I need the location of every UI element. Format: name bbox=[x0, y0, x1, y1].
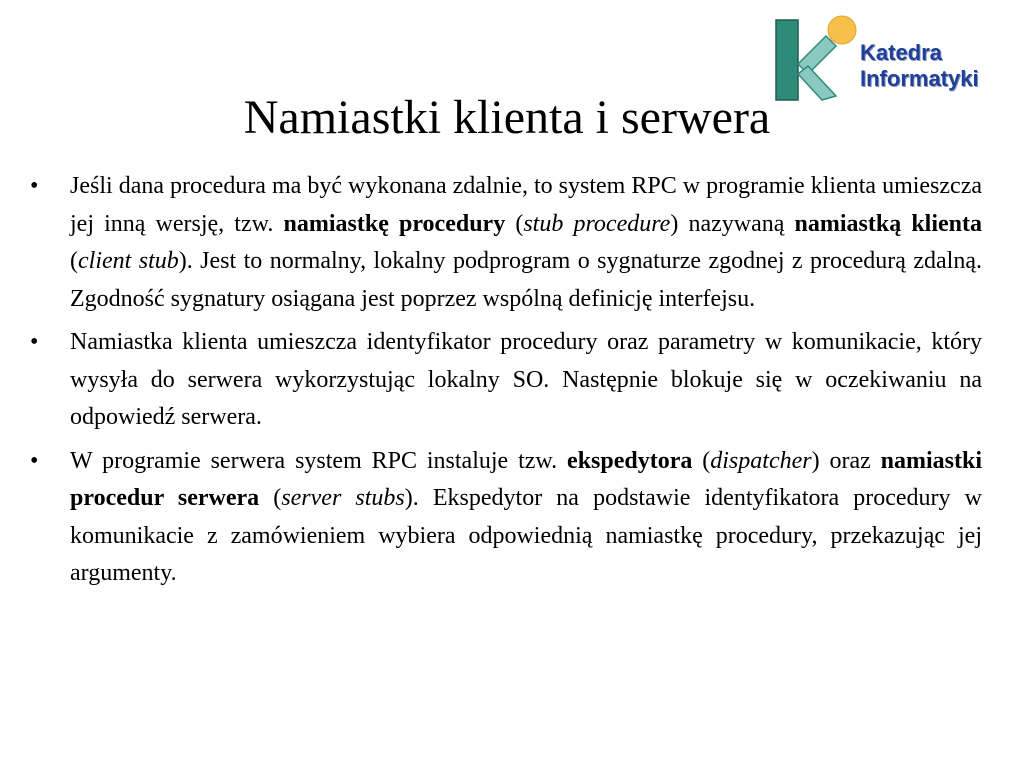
bullet-3-text-4: ( bbox=[259, 485, 282, 511]
bullet-1-text-2: ( bbox=[505, 210, 524, 237]
bullet-3-italic-1: dispatcher bbox=[710, 447, 812, 474]
logo-text bbox=[860, 40, 979, 92]
bullet-1-text-4: ( bbox=[70, 248, 78, 274]
bullet-marker: • bbox=[30, 329, 39, 355]
bullet-3-bold-2: namiastki procedur serwera bbox=[70, 447, 982, 511]
bullet-1-text-3: ) nazywaną bbox=[670, 210, 795, 237]
bullet-marker: • bbox=[30, 447, 39, 474]
logo-line-1: Katedra bbox=[860, 40, 942, 65]
bullet-item-2 bbox=[30, 324, 982, 437]
bullet-item-1 bbox=[30, 168, 982, 318]
bullet-3-text-3: ) oraz bbox=[811, 447, 881, 474]
bullet-1-bold-1: namiastkę procedury bbox=[283, 210, 506, 237]
bullet-1-italic-2: client stub bbox=[78, 248, 179, 274]
bullet-item-3 bbox=[30, 443, 982, 593]
slide-title: Namiastki klienta i serwera bbox=[243, 91, 771, 144]
bullet-list bbox=[30, 168, 982, 599]
bullet-1-text: Jeśli dana procedura ma być wykonana zdalnie, to system RPC w programie klienta umieszcza jej inną wersję, tzw. bbox=[70, 173, 982, 237]
bullet-3-bold-1: ekspedytora bbox=[567, 447, 693, 474]
bullet-3-text-5: ). Ekspedytor na podstawie identyfikatora procedury w komunikacie z zamówieniem wybiera odpowiednią namiastkę procedury, przekazując jej argumenty. bbox=[70, 485, 982, 586]
bullet-3-text: W programie serwera system RPC instaluje tzw. bbox=[70, 447, 568, 474]
bullet-marker: • bbox=[30, 173, 39, 199]
bullet-3-text-2: ( bbox=[692, 447, 711, 474]
bullet-1-italic-1: stub procedure bbox=[523, 210, 671, 237]
bullet-3-italic-2: server stubs bbox=[281, 485, 405, 511]
bullet-2-text: Namiastka klienta umieszcza identyfikator procedury oraz parametry w komunikacie, który wysyła do serwera wykorzystując lokalny SO. Następnie blokuje się w oczekiwaniu na odpowiedź serwera. bbox=[70, 329, 982, 430]
logo-sun-circle bbox=[828, 16, 856, 44]
bullet-1-bold-2: namiastką klienta bbox=[794, 210, 982, 237]
bullet-1-text-5: ). Jest to normalny, lokalny podprogram o sygnaturze zgodnej z procedurą zdalną. Zgodność sygnatury osiągana jest poprzez wspólną definicję interfejsu. bbox=[70, 248, 982, 312]
logo-line-2: Informatyki bbox=[860, 66, 979, 91]
logo-k-arm bbox=[798, 36, 836, 74]
